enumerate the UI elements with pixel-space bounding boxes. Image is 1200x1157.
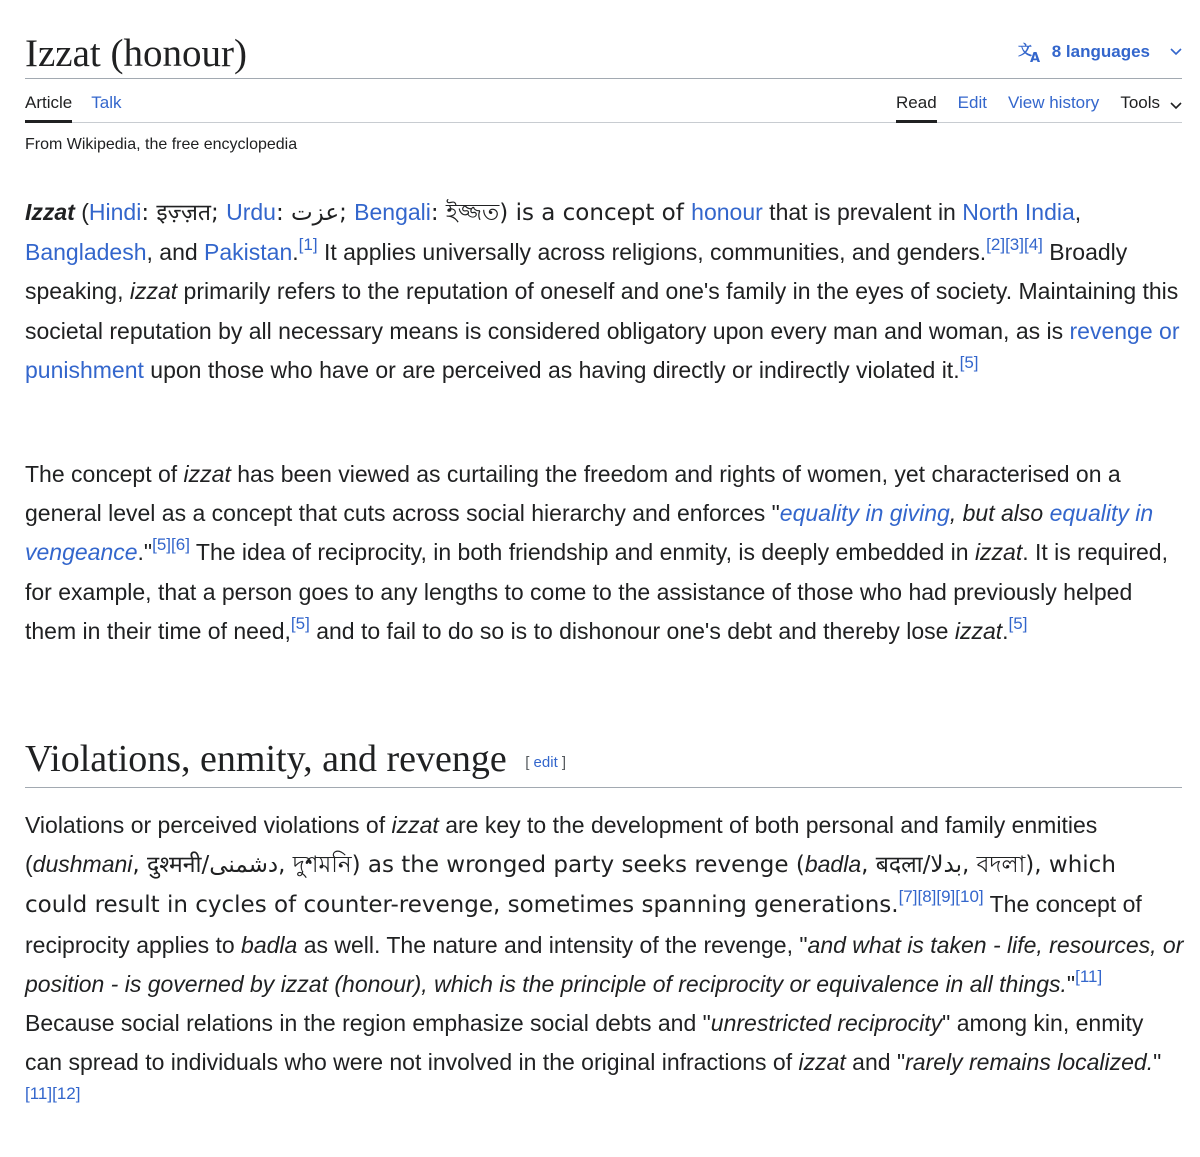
link-honour[interactable]: honour [691,199,763,225]
link-hindi[interactable]: Hindi [88,199,142,225]
link-north-india[interactable]: North India [962,199,1075,225]
text: " among kin, enmity can spread to individuals who were not involved in the original infractions of [25,1010,1144,1076]
ref-2[interactable]: [2] [986,235,1006,255]
term-izzat: Izzat [25,199,75,225]
text: " [1153,1049,1162,1076]
ref-9[interactable]: [9] [936,887,956,907]
text: izzat [129,278,178,305]
ref-7[interactable]: [7] [898,887,918,907]
chevron-down-icon [1170,48,1182,56]
text: izzat [183,461,231,487]
text: The concept of reciprocity applies to [25,891,1142,958]
ref-12[interactable]: [12] [52,1084,81,1104]
tab-talk[interactable]: Talk [91,93,122,112]
ref-11[interactable]: [11] [25,1084,53,1104]
text: primarily refers to the reputation of oneself and one's family in the eyes of society. Maintaining this societal reputation by all necessary means is considered obligatory upon every man and woman, as is [25,278,1179,344]
section-heading-violations [25,735,1182,788]
text: badla [241,931,298,958]
text: and " [845,1049,906,1076]
text: The idea of reciprocity, in both friendship and enmity, is deeply embedded in [189,539,975,566]
tab-view-history[interactable]: View history [1007,93,1100,112]
text: , दुश्मनी/دشمنی, দুশমনি) as the wronged party seeks revenge ( [132,852,805,879]
link-urdu[interactable]: Urdu [226,199,276,225]
languages-button[interactable] [1018,39,1182,65]
text: ." [137,539,153,566]
ref-6[interactable]: [6] [171,535,190,555]
chevron-down-icon [1170,93,1182,115]
text: " [1066,970,1076,997]
text: ( [74,199,89,225]
text: The concept of [25,461,184,487]
text: Broadly speaking, [25,239,1128,305]
link-bengali[interactable]: Bengali [354,199,431,225]
link-equality-in-giving[interactable]: equality in giving [779,500,950,527]
text: : عزت; [275,200,355,226]
ref-11[interactable]: [11] [1075,966,1103,986]
svg-text:A: A [1029,51,1040,63]
link-pakistan[interactable]: Pakistan [204,239,293,266]
text: and to fail to do so is to dishonour one's debt and thereby lose [309,617,955,644]
section-edit-link[interactable]: edit [533,754,558,771]
text: are key to the development of both personal and family enmities ( [25,812,1098,878]
link-equality-in-vengeance[interactable]: equality in vengeance [25,500,1154,566]
ref-10[interactable]: [10] [955,887,984,907]
ref-5[interactable]: [5] [152,535,172,555]
languages-label: 8 languages [1051,42,1150,61]
page-title: Izzat (honour) [25,32,247,75]
tab-edit[interactable]: Edit [957,93,987,112]
text: , and [146,239,205,266]
ref-5[interactable]: [5] [290,613,310,633]
text: and what is taken - life, resources, or position - is governed by izzat (honour), which is the principle of reciprocity or equivalence in all things. [25,931,1184,997]
page-tabs [25,86,1182,123]
text: . [292,239,299,266]
intro-paragraph-1 [25,193,1185,390]
text: [ [525,754,534,771]
text: , बदला/بدلا, বদলা), which could result in cycles of counter-revenge, sometimes spanning generations. [25,852,1116,919]
tools-label: Tools [1120,93,1160,112]
text: izzat [974,539,1023,566]
section-title: Violations, enmity, and revenge [25,738,507,780]
text: upon those who have or are perceived as having directly or indirectly violated it. [143,356,960,383]
text: that is prevalent in [762,199,963,225]
ref-3[interactable]: [3] [1005,235,1024,255]
text: : इज़्ज़त; [141,200,227,226]
text: . It is required, for example, that a person goes to any lengths to come to the assistance of those who had previously helped them in their time of need, [25,539,1168,644]
text: izzat [391,812,439,838]
ref-4[interactable]: [4] [1023,235,1043,255]
text: unrestricted reciprocity [710,1010,943,1037]
ref-5[interactable]: [5] [959,352,979,372]
ref-8[interactable]: [8] [917,887,937,907]
text: Violations or perceived violations of [25,812,392,838]
translate-icon [1018,41,1044,63]
text: : ইজ্জত) is a concept of [430,200,692,226]
text: as well. The nature and intensity of the revenge, " [297,931,808,958]
text: badla [804,851,862,878]
text: . [1002,617,1009,644]
text: izzat [954,617,1003,644]
text: has been viewed as curtailing the freedom and rights of women, yet characterised on a general level as a concept that cuts across social hierarchy and enforces " [25,461,1121,527]
tab-article[interactable]: Article [25,86,72,122]
tab-read[interactable]: Read [896,86,937,122]
tools-menu[interactable] [1120,86,1182,122]
ref-5[interactable]: [5] [1008,613,1028,633]
title-bar [25,28,1182,79]
link-revenge-or-punishment[interactable]: revenge or punishment [25,317,1180,383]
text: ] [557,754,567,771]
section-edit [525,754,566,771]
svg-text:文: 文 [1017,43,1032,59]
link-bangladesh[interactable]: Bangladesh [25,239,147,266]
text: dushmani [32,851,133,878]
text: It applies universally across religions, communities, and genders. [317,239,987,266]
text: , but also [949,500,1050,527]
text: rarely remains localized. [905,1049,1154,1076]
text: , [1074,199,1082,225]
text: Because social relations in the region emphasize social debts and " [25,1010,711,1037]
ref-1[interactable]: [1] [298,235,318,255]
text: izzat [798,1049,846,1076]
intro-paragraph-2 [25,455,1185,651]
section-paragraph [25,806,1185,1122]
site-tagline: From Wikipedia, the free encyclopedia [25,136,298,153]
